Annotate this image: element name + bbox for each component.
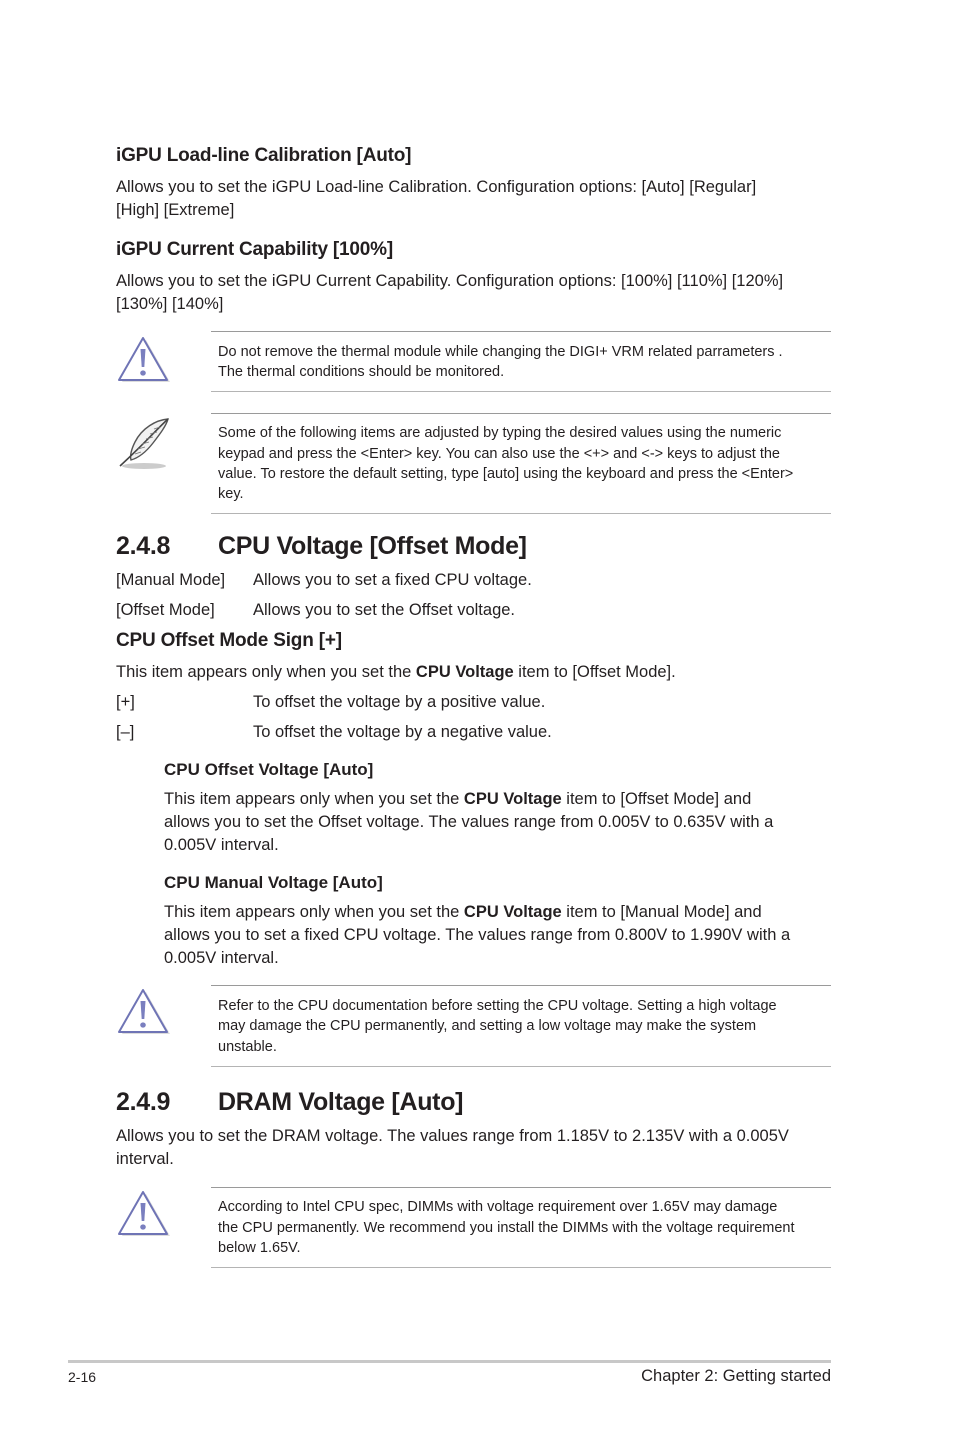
caution2-bottom-rule: [211, 1066, 831, 1067]
section-249-title: DRAM Voltage [Auto]: [218, 1088, 464, 1116]
caution1-line-1: Do not remove the thermal module while changing the DIGI+ VRM related parrameters .: [218, 344, 783, 360]
offset-sign-intro-post: item to [Offset Mode].: [513, 663, 676, 681]
manual-voltage-line1-pre: This item appears only when you set the: [164, 903, 464, 921]
offset-sign-intro-bold: CPU Voltage: [415, 663, 514, 681]
manual-voltage-line-2: allows you to set a fixed CPU voltage. The values range from 0.800V to 1.990V with a: [164, 926, 791, 944]
section-249-line-1: Allows you to set the DRAM voltage. The values range from 1.185V to 2.135V with a 0.005V: [116, 1127, 789, 1145]
caution3-bottom-rule: [211, 1267, 831, 1268]
note1-bottom-rule: [211, 513, 831, 514]
caution-icon: [116, 1188, 172, 1244]
offset-voltage-line1-pre: This item appears only when you set the: [164, 790, 464, 808]
caution-icon: [116, 334, 172, 390]
note1-line-3: value. To restore the default setting, type [auto] using the keyboard and press the <Enter>: [218, 466, 794, 482]
igpu-cc-body-2: [130%] [140%]: [116, 295, 224, 313]
note1-line-1: Some of the following items are adjusted by typing the desired values using the numeric: [218, 425, 782, 441]
caution1-line-2: The thermal conditions should be monitored.: [218, 364, 505, 380]
caution3-top-rule: [211, 1187, 831, 1188]
footer-rule: [68, 1360, 831, 1363]
offset-sign-term-plus: [+]: [116, 693, 135, 711]
note1-top-rule: [211, 413, 831, 414]
caution1-top-rule: [211, 331, 831, 332]
offset-sign-desc-plus: To offset the voltage by a positive value.: [253, 693, 546, 711]
igpu-llc-body-2: [High] [Extreme]: [116, 201, 235, 219]
offset-sign-term-minus: [–]: [116, 723, 135, 741]
note1-line-4: key.: [218, 486, 244, 502]
igpu-cc-body-1: Allows you to set the iGPU Current Capability. Configuration options: [100%] [110%] [120%]: [116, 272, 784, 290]
section-249-line-2: interval.: [116, 1150, 174, 1168]
section-248-term-manual: [Manual Mode]: [116, 571, 226, 589]
chapter-label: Chapter 2: Getting started: [641, 1367, 831, 1385]
caution2-line-2: may damage the CPU permanently, and setting a low voltage may make the system: [218, 1018, 757, 1034]
offset-voltage-line1-post: item to [Offset Mode] and: [561, 790, 752, 808]
section-248-desc-offset: Allows you to set the Offset voltage.: [253, 601, 516, 619]
offset-voltage-heading: CPU Offset Voltage [Auto]: [164, 760, 374, 779]
caution2-line-3: unstable.: [218, 1039, 277, 1055]
offset-voltage-line-2: allows you to set the Offset voltage. The values range from 0.005V to 0.635V with a: [164, 813, 774, 831]
caution3-line-3: below 1.65V.: [218, 1240, 301, 1256]
offset-voltage-line-3: 0.005V interval.: [164, 836, 279, 854]
manual-voltage-line1-bold: CPU Voltage: [463, 903, 562, 921]
manual-voltage-line1-post: item to [Manual Mode] and: [561, 903, 762, 921]
caution2-line-1: Refer to the CPU documentation before setting the CPU voltage. Setting a high voltage: [218, 998, 777, 1014]
manual-voltage-line-1: [164, 901, 762, 924]
section-248-title: CPU Voltage [Offset Mode]: [218, 532, 527, 560]
caution1-bottom-rule: [211, 391, 831, 392]
section-248-term-offset: [Offset Mode]: [116, 601, 215, 619]
offset-sign-desc-minus: To offset the voltage by a negative value.: [253, 723, 552, 741]
caution-icon: [116, 986, 172, 1042]
offset-sign-intro-pre: This item appears only when you set the: [116, 663, 416, 681]
igpu-llc-heading: iGPU Load-line Calibration [Auto]: [116, 145, 412, 166]
page-number: 2-16: [68, 1369, 97, 1385]
offset-sign-intro: [116, 661, 676, 684]
caution3-line-1: According to Intel CPU spec, DIMMs with voltage requirement over 1.65V may damage: [218, 1199, 778, 1215]
section-249-heading: [116, 1088, 463, 1117]
section-248-heading: [116, 532, 527, 561]
manual-voltage-heading: CPU Manual Voltage [Auto]: [164, 873, 383, 892]
manual-voltage-line-3: 0.005V interval.: [164, 949, 279, 967]
caution2-top-rule: [211, 985, 831, 986]
offset-sign-heading: CPU Offset Mode Sign [+]: [116, 630, 342, 651]
section-248-desc-manual: Allows you to set a fixed CPU voltage.: [253, 571, 532, 589]
note-feather-icon: [116, 416, 172, 472]
note1-line-2: keypad and press the <Enter> key. You can also use the <+> and <-> keys to adjust the: [218, 446, 780, 462]
offset-voltage-line1-bold: CPU Voltage: [463, 790, 562, 808]
igpu-llc-body-1: Allows you to set the iGPU Load-line Calibration. Configuration options: [Auto] [Regular]: [116, 178, 757, 196]
section-248-number: 2.4.8: [116, 532, 171, 560]
offset-voltage-line-1: [164, 788, 751, 811]
section-249-number: 2.4.9: [116, 1088, 171, 1116]
caution3-line-2: the CPU permanently. We recommend you install the DIMMs with the voltage requirement: [218, 1220, 795, 1236]
igpu-cc-heading: iGPU Current Capability [100%]: [116, 239, 393, 260]
